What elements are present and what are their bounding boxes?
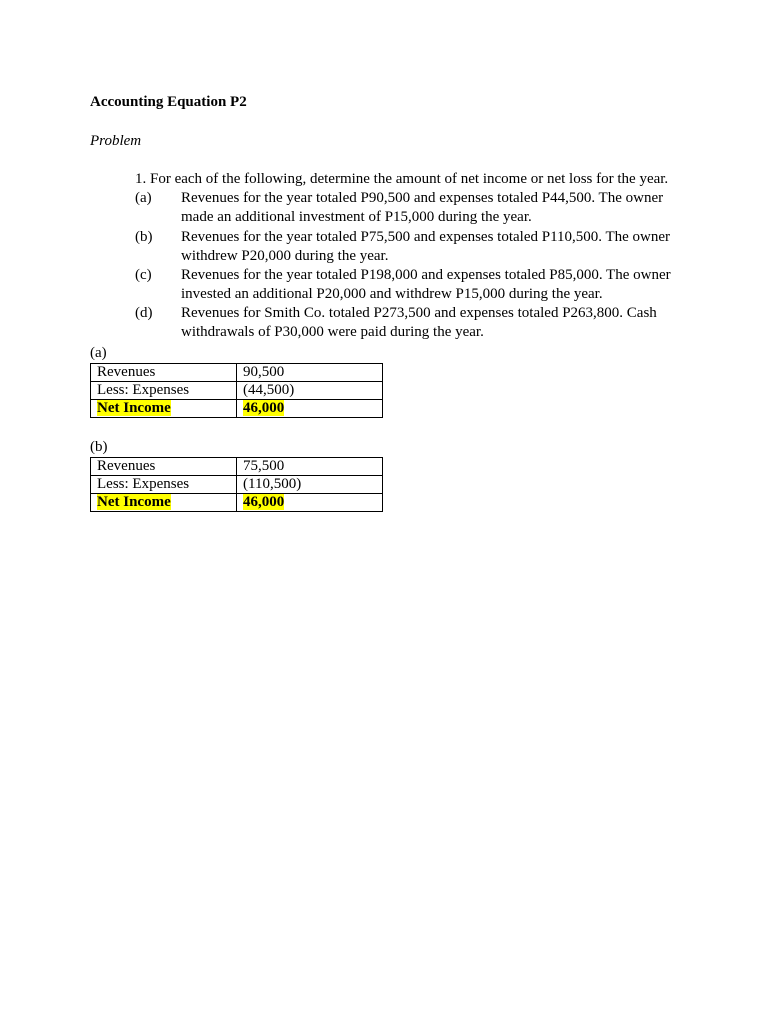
net-income-label: Net Income	[97, 494, 171, 510]
item-text: Revenues for Smith Co. totaled P273,500 and expenses totaled P263,800. Cash withdrawals of P30,000 were paid during the year.	[181, 305, 657, 340]
row-label: Less: Expenses	[91, 382, 237, 400]
row-label: Revenues	[91, 364, 237, 382]
table-row	[91, 364, 383, 382]
item-text: Revenues for the year totaled P75,500 and expenses totaled P110,500. The owner withdrew P20,000 during the year.	[181, 229, 671, 264]
item-text: Revenues for the year totaled P198,000 and expenses totaled P85,000. The owner invested an additional P20,000 and withdrew P15,000 during the year.	[181, 267, 671, 302]
row-value: 75,500	[237, 458, 383, 476]
net-income-label-cell	[91, 494, 237, 512]
table-row-total	[91, 494, 383, 512]
net-income-value: 46,000	[243, 494, 285, 510]
section-subtitle: Problem	[90, 133, 142, 149]
table-row-total	[91, 400, 383, 418]
income-table-b	[90, 457, 383, 512]
table-label-b: (b)	[90, 439, 108, 455]
item-text: Revenues for the year totaled P90,500 and expenses totaled P44,500. The owner made an additional investment of P15,000 during the year.	[181, 190, 664, 225]
income-table-a	[90, 363, 383, 418]
row-value: 90,500	[237, 364, 383, 382]
net-income-label-cell	[91, 400, 237, 418]
page-title: Accounting Equation P2	[90, 94, 247, 110]
table-row	[91, 382, 383, 400]
problem-question: 1. For each of the following, determine the amount of net income or net loss for the year.	[135, 171, 669, 187]
item-marker: (d)	[135, 305, 153, 321]
row-value: (44,500)	[237, 382, 383, 400]
net-income-value: 46,000	[243, 400, 285, 416]
row-value: (110,500)	[237, 476, 383, 494]
table-row	[91, 458, 383, 476]
table-label-a: (a)	[90, 345, 107, 361]
row-label: Less: Expenses	[91, 476, 237, 494]
item-marker: (a)	[135, 190, 152, 206]
item-marker: (c)	[135, 267, 152, 283]
item-marker: (b)	[135, 229, 153, 245]
table-row	[91, 476, 383, 494]
net-income-value-cell	[237, 494, 383, 512]
net-income-label: Net Income	[97, 400, 171, 416]
row-label: Revenues	[91, 458, 237, 476]
net-income-value-cell	[237, 400, 383, 418]
